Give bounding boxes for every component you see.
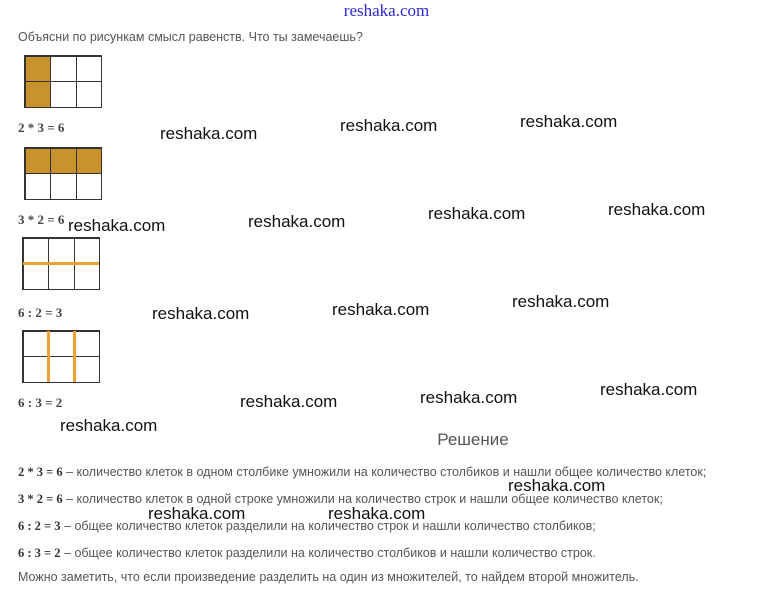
solution-line-3 (18, 519, 596, 534)
watermark: reshaka.com (600, 380, 698, 399)
watermark: reshaka.com (240, 392, 338, 411)
watermark: reshaka.com (68, 216, 166, 235)
equation-3: 6 : 2 = 3 (18, 305, 63, 320)
column-divider-line (73, 331, 76, 382)
watermark: reshaka.com (340, 116, 438, 135)
figure-2-grid (24, 147, 102, 200)
solution-note: Можно заметить, что если произведение разделить на один из множителей, то найдем второй множитель. (18, 570, 639, 584)
watermark: reshaka.com (608, 200, 706, 219)
watermark: reshaka.com (152, 304, 250, 323)
equation-4: 6 : 3 = 2 (18, 395, 63, 410)
watermark: reshaka.com (332, 300, 430, 319)
solution-eq: 6 : 2 = 3 (18, 519, 61, 533)
solution-eq: 3 * 2 = 6 (18, 492, 63, 506)
figure-4-grid (22, 330, 100, 383)
figure-3-grid (22, 237, 100, 290)
site-header-link[interactable]: reshaka.com (343, 1, 430, 20)
equation-2: 3 * 2 = 6 (18, 212, 65, 227)
solution-line-2 (18, 492, 663, 507)
solution-title: Решение (437, 430, 509, 449)
watermark: reshaka.com (508, 476, 606, 495)
watermark: reshaka.com (60, 416, 158, 435)
watermark: reshaka.com (328, 504, 426, 523)
watermark: reshaka.com (420, 388, 518, 407)
solution-text: – общее количество клеток разделили на количество строк и нашли количество столбиков; (60, 519, 596, 533)
watermark: reshaka.com (248, 212, 346, 231)
watermark: reshaka.com (428, 204, 526, 223)
solution-line-1 (18, 465, 706, 480)
solution-text: – общее количество клеток разделили на количество столбиков и нашли количество строк. (60, 546, 596, 560)
solution-eq: 2 * 3 = 6 (18, 465, 63, 479)
watermark: reshaka.com (160, 124, 258, 143)
watermark: reshaka.com (520, 112, 618, 131)
task-text: Объясни по рисункам смысл равенств. Что ты замечаешь? (18, 30, 363, 44)
figure-1-grid (24, 55, 102, 108)
solution-text: – количество клеток в одном столбике умножили на количество столбиков и нашли общее количество клеток; (62, 465, 707, 479)
solution-eq: 6 : 3 = 2 (18, 546, 61, 560)
solution-text: – количество клеток в одной строке умножили на количество строк и нашли общее количество клеток; (62, 492, 663, 506)
watermark: reshaka.com (512, 292, 610, 311)
watermark: reshaka.com (148, 504, 246, 523)
solution-line-4 (18, 546, 596, 561)
column-divider-line (47, 331, 50, 382)
row-divider-line (23, 262, 99, 265)
equation-1: 2 * 3 = 6 (18, 120, 65, 135)
